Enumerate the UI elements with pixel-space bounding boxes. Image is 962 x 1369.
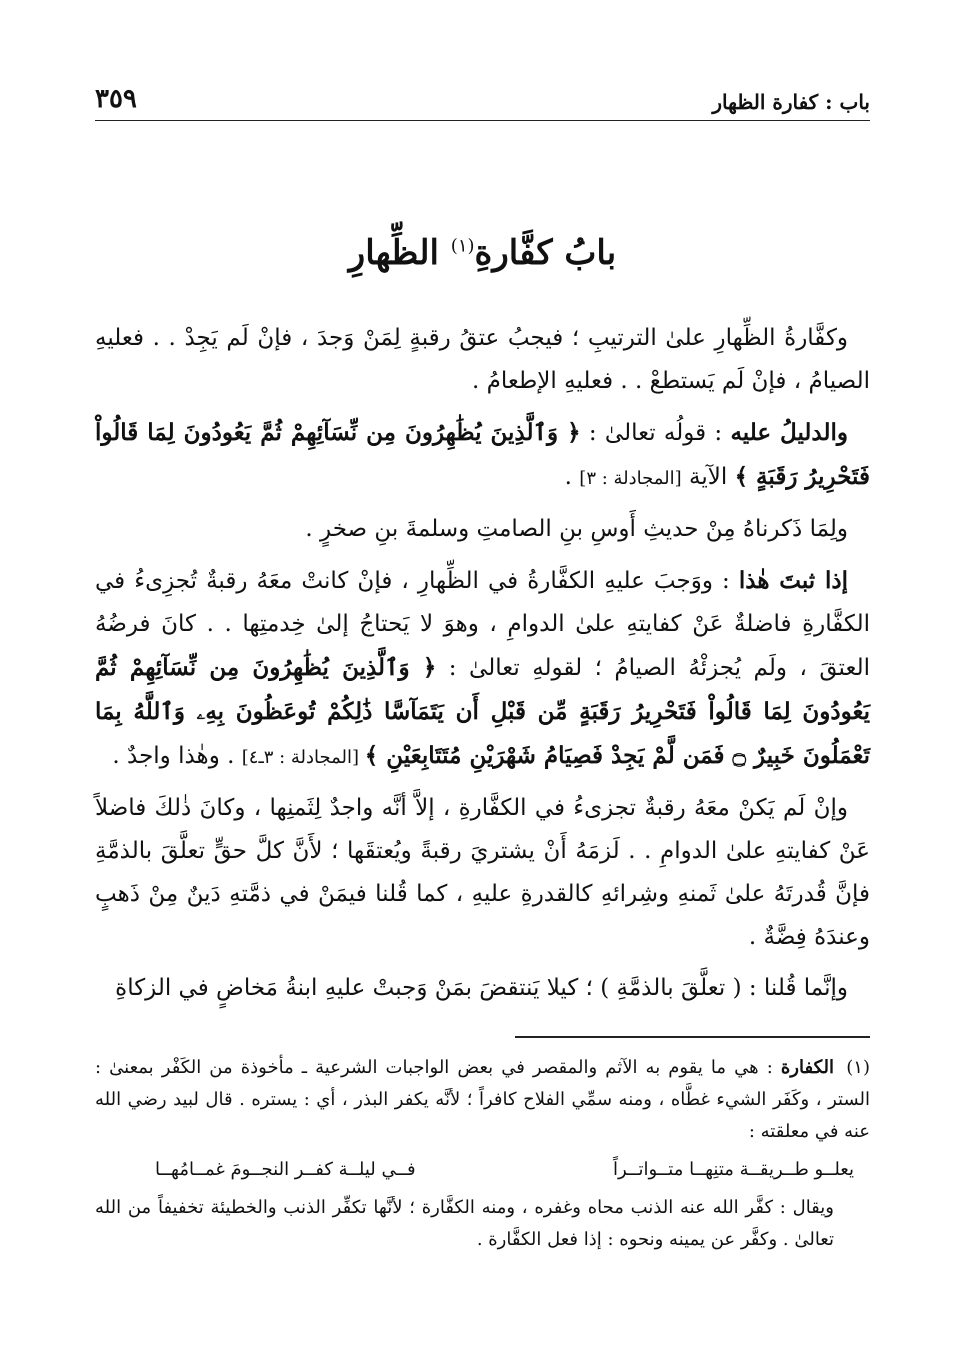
chapter-title-start: بابُ كفَّارةِ bbox=[474, 233, 617, 273]
running-title: باب : كفارة الظهار bbox=[712, 90, 870, 114]
chapter-title bbox=[95, 233, 870, 273]
paragraph-2-text-2: الآية bbox=[681, 464, 735, 490]
verse-first-hemistich: يعلــو طــريقــة متنِهــا متــواتــراً bbox=[612, 1159, 854, 1180]
paragraph-4-lead: إذا ثبتَ هٰذا bbox=[738, 567, 849, 594]
paragraph-4-end: . وهٰذا واجدٌ . bbox=[112, 743, 242, 769]
paragraph-3: ولِمَا ذَكرناهُ مِنْ حديثِ أَوسِ بنِ الصامتِ وسلمةَ بنِ صخرٍ . bbox=[305, 516, 848, 542]
footnote-number: (١) bbox=[846, 1057, 870, 1078]
paragraph-1: وكفَّارةُ الظِّهارِ علىٰ الترتيبِ ؛ فيجبُ عتقُ رقبةٍ لِمَنْ وَجدَ ، فإنْ لَم يَجِدْ . . فعليهِ الصيامُ ، فإنْ لَم يَستطعْ . . فعليهِ الإطعامُ . bbox=[95, 325, 870, 394]
verse-second-hemistich: فــي ليلــة كفــر النجــومَ غمــامُهــا bbox=[155, 1159, 416, 1180]
paragraph-4 bbox=[95, 559, 870, 779]
poetry-verse bbox=[95, 1148, 870, 1192]
main-text bbox=[95, 317, 870, 1010]
footnote-divider bbox=[515, 1036, 870, 1038]
footnote-body bbox=[95, 1052, 870, 1148]
paragraph-4-text-1: : ووَجبَ عليهِ الكفَّارةُ في الظِّهارِ ، فإنْ كانتْ معَهُ رقبةٌ تُجزِىءُ في الكفَّارةِ فاضلةٌ عَنْ كفايتهِ علىٰ الدوامِ ، وهوَ لا يَحتاجُ إلىٰ خِدمتِها . . كانَ فرضُهُ العتقَ ، ولَم يُجزئْهُ الصيامُ ؛ لقولهِ تعالىٰ : bbox=[95, 568, 870, 681]
quran-verse-2: ﴿ وَٱلَّذِينَ يُظَٰهِرُونَ مِن نِّسَآئِهِمْ ثُمَّ يَعُودُونَ لِمَا قَالُواْ فَتَحْرِيرُ رَقَبَةٍ مِّن قَبْلِ أَن يَتَمَآسَّا ذَٰلِكُمْ تُوعَظُونَ بِهِۦ وَٱللَّهُ بِمَا تَعْمَلُونَ خَبِيرٌ ۝ فَمَن لَّمْ يَجِدْ فَصِيَامُ شَهْرَيْنِ مُتَتَابِعَيْنِ ﴾ bbox=[95, 654, 870, 769]
page-number: ٣٥٩ bbox=[95, 84, 137, 114]
quran-reference-1: [المجادلة : ٣] bbox=[579, 468, 682, 489]
footnote-marker[interactable]: (١) bbox=[450, 235, 475, 257]
quran-verse-1: ﴿ وَٱلَّذِينَ يُظَٰهِرُونَ مِن نِّسَآئِهِمْ ثُمَّ يَعُودُونَ لِمَا قَالُواْ فَتَحْرِيرُ رَقَبَةٍ ﴾ bbox=[95, 419, 870, 490]
paragraph-5: وإنْ لَم يَكنْ معَهُ رقبةٌ تجزىءُ في الكفَّارةِ ، إلاَّ أنَّه واجدٌ لِثَمنِها ، وكانَ ذٰلكَ فاضلاً عَنْ كفايتهِ علىٰ الدوامِ . . لَزمَهُ أَنْ يشتريَ رقبةً ويُعتقَها ؛ لأَنَّ كلَّ حقٍّ تعلَّقَ بالذمَّةِ فإنَّ قُدرتَهُ علىٰ ثَمنهِ وشِرائهِ كالقدرةِ عليهِ ، كما قُلنا فيمَنْ في ذمَّتهِ دَينٌ مِنْ ذَهبٍ وعندَهُ فِضَّةٌ . bbox=[95, 795, 870, 950]
paragraph-2-end: . bbox=[564, 464, 580, 490]
quran-reference-2: [المجادلة : ٣ـ٤] bbox=[241, 747, 365, 768]
paragraph-2-text-1: : قولُه تعالىٰ : bbox=[580, 420, 731, 446]
footnote-1 bbox=[95, 1052, 870, 1256]
paragraph-6: وإنَّما قُلنا : ( تعلَّقَ بالذمَّةِ ) ؛ كيلا يَنتقضَ بمَنْ وَجبتْ عليهِ ابنةُ مَخاضٍ في الزكاةِ bbox=[115, 975, 848, 1001]
book-page bbox=[95, 80, 870, 1256]
paragraph-2-lead: والدليلُ عليه bbox=[730, 419, 849, 446]
footnote-text-1: : هي ما يقوم به الآثم والمقصر في بعض الواجبات الشرعية ـ مأخوذة من الكَفْر بمعنىٰ : الستر ، وكَفَر الشيء غطَّاه ، ومنه سمِّي الفلاح كافراً ؛ لأنَّه يكفر البذر ، أي : يستره . قال لبيد رضي الله عنه في معلقته : bbox=[95, 1057, 870, 1142]
footnote-text-2: ويقال : كفَّر الله عنه الذنب محاه وغفره ، ومنه الكفَّارة ؛ لأنَّها تكفِّر الذنب والخطيئة تخفيفاً من الله تعالىٰ . وكفَّر عن يمينه ونحوه : إذا فعل الكفَّارة . bbox=[95, 1197, 834, 1250]
footnote-head: الكفارة bbox=[780, 1057, 834, 1078]
page-header bbox=[95, 80, 870, 121]
chapter-title-end: الظِّهارِ bbox=[348, 233, 439, 273]
paragraph-2 bbox=[95, 411, 870, 500]
